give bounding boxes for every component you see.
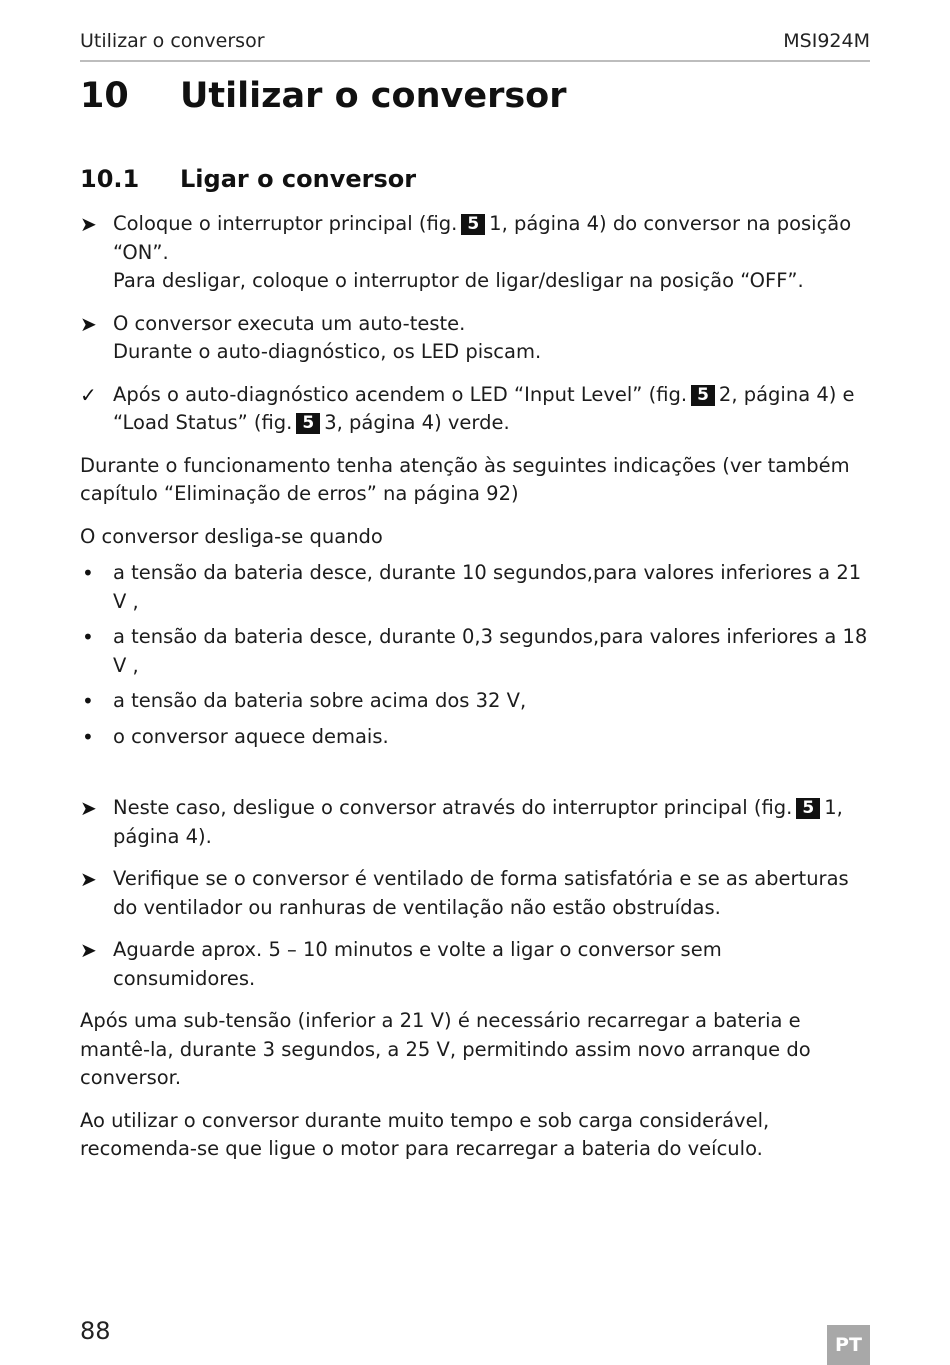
step-text: Verifique se o conversor é ventilado de forma satisfatória e se as aberturas do ventilador ou ranhuras de ventilação não estão obstruídas. (113, 867, 849, 919)
paragraph: Ao utilizar o conversor durante muito tempo e sob carga considerável, recomenda-se que ligue o motor para recarregar a bateria do veículo. (80, 1108, 770, 1160)
step-text: Aguarde aprox. 5 – 10 minutos e volte a ligar o conversor sem consumidores. (113, 938, 722, 990)
section-title: Ligar o conversor (180, 165, 417, 193)
header-divider (80, 60, 870, 62)
arrow-icon: ➤ (80, 867, 97, 891)
bullet-icon: • (82, 561, 94, 585)
result-step (80, 381, 870, 438)
bullet-icon: • (82, 724, 94, 749)
step-text: página 4). (113, 824, 212, 848)
instruction-step (80, 794, 870, 851)
list-item: • o conversor aquece demais. (80, 723, 870, 752)
step-text: O conversor executa um auto-teste. (113, 311, 466, 335)
arrow-icon: ➤ (80, 938, 97, 962)
list-item: • a tensão da bateria desce, durante 10 segundos,para valores inferiores a 21 V , (82, 561, 862, 613)
step-text: “ON”. (113, 240, 169, 264)
running-header-model: MSI924M (783, 30, 870, 52)
instruction-step (80, 210, 870, 296)
list-item: • a tensão da bateria sobre acima dos 32 V, (80, 687, 870, 716)
instruction-step (80, 310, 870, 367)
page-number: 88 (80, 1317, 111, 1345)
section-number: 10.1 (80, 165, 140, 193)
figure-reference-badge: 5 (461, 214, 485, 235)
paragraph: Durante o funcionamento tenha atenção às seguintes indicações (ver também capítulo “Eliminação de erros” na página 92) (80, 453, 850, 505)
paragraph: O conversor desliga-se quando (80, 524, 383, 548)
step-text: Coloque o interruptor principal (fig. 5 1, página 4) do conversor na posição (113, 212, 852, 235)
instruction-step (80, 865, 870, 922)
result-text: Após o auto-diagnóstico acendem o LED “Input Level” (fig. 5 2, página 4) e (113, 382, 855, 406)
result-text: “Load Status” (fig. 5 3, página 4) verde. (113, 411, 510, 434)
figure-reference-badge: 5 (796, 798, 820, 819)
bullet-icon: • (82, 689, 94, 713)
language-badge: PT (827, 1325, 870, 1365)
step-text: Neste caso, desligue o conversor através do interruptor principal (fig. 5 1, (113, 796, 843, 819)
arrow-icon: ➤ (80, 212, 97, 236)
step-text: Durante o auto-diagnóstico, os LED piscam. (113, 340, 542, 363)
check-icon: ✓ (80, 382, 97, 407)
list-item: • a tensão da bateria desce, durante 0,3 segundos,para valores inferiores a 18 V , (82, 625, 868, 677)
arrow-icon: ➤ (80, 796, 97, 820)
chapter-title: Utilizar o conversor (180, 76, 567, 116)
running-header-title: Utilizar o conversor (80, 30, 265, 52)
paragraph: Após uma sub-tensão (inferior a 21 V) é necessário recarregar a bateria e mantê-la, durante 3 segundos, a 25 V, permitindo assim novo arranque do conversor. (80, 1009, 811, 1089)
instruction-step (80, 936, 870, 993)
bullet-icon: • (82, 625, 94, 649)
chapter-number: 10 (80, 76, 129, 116)
figure-reference-badge: 5 (296, 413, 320, 434)
body-text (80, 210, 870, 1178)
figure-reference-badge: 5 (691, 385, 715, 406)
arrow-icon: ➤ (80, 311, 97, 336)
step-text: Para desligar, coloque o interruptor de ligar/desligar na posição “OFF”. (113, 269, 804, 292)
